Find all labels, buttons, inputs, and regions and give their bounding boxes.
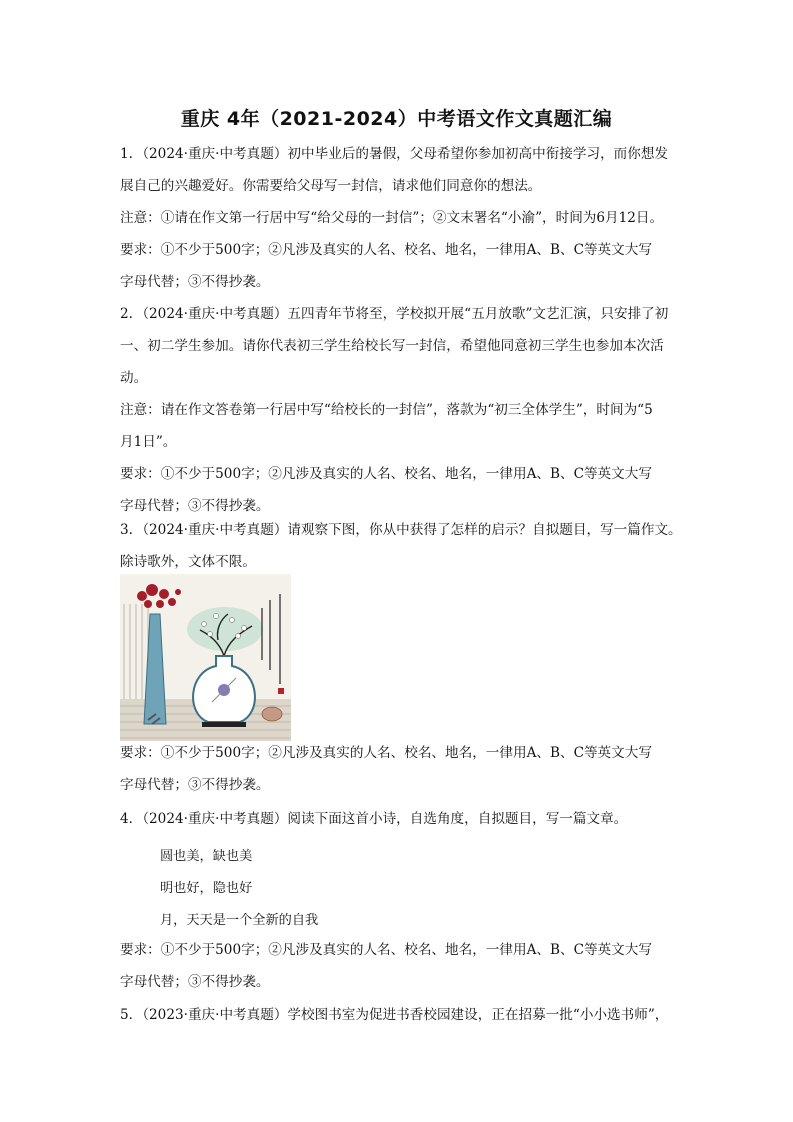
q3-requirement: 要求：①不少于500字；②凡涉及真实的人名、校名、地名，一律用A、B、C等英文大写	[120, 745, 652, 761]
q2-requirement-cont: 字母代替；③不得抄袭。	[120, 498, 270, 514]
q4-line-1: 4．（2024·重庆·中考真题）阅读下面这首小诗，自选角度，自拟题目，写一篇文章。	[120, 811, 628, 827]
q2-line-1: 2．（2024·重庆·中考真题）五四青年节将至，学校拟开展“五月放歌”文艺汇演，只安排了初	[120, 306, 669, 322]
q2-line-3: 动。	[120, 370, 148, 386]
q1-notice: 注意：①请在作文第一行居中写“给父母的一封信”；②文末署名“小渝”，时间为6月12日。	[120, 210, 664, 226]
q2-notice-cont: 月1日”。	[120, 434, 177, 450]
q3-line-1: 3．（2024·重庆·中考真题）请观察下图，你从中获得了怎样的启示？自拟题目，写一篇作文。	[120, 522, 682, 538]
q4-requirement-cont: 字母代替；③不得抄袭。	[120, 974, 270, 990]
q1-requirement: 要求：①不少于500字；②凡涉及真实的人名、校名、地名，一律用A、B、C等英文大写	[120, 242, 652, 258]
painting-image	[120, 574, 291, 741]
q5-line-1: 5．（2023·重庆·中考真题）学校图书室为促进书香校园建设，正在招募一批“小小选书师”，	[120, 1007, 669, 1023]
q1-line-1: 1．（2024·重庆·中考真题）初中毕业后的暑假，父母希望你参加初高中衔接学习，而你想发	[120, 146, 669, 162]
q3-requirement-cont: 字母代替；③不得抄袭。	[120, 777, 270, 793]
q2-notice: 注意：请在作文答卷第一行居中写“给校长的一封信”，落款为“初三全体学生”，时间为“5	[120, 402, 653, 418]
q4-requirement: 要求：①不少于500字；②凡涉及真实的人名、校名、地名，一律用A、B、C等英文大写	[120, 942, 652, 958]
q1-requirement-cont: 字母代替；③不得抄袭。	[120, 274, 270, 290]
poem-line-2: 明也好，隐也好	[160, 881, 253, 896]
poem-line-3: 月，天天是一个全新的自我	[160, 913, 319, 928]
q3-line-2: 除诗歌外，文体不限。	[120, 554, 256, 570]
page-title: 重庆 4年（2021-2024）中考语文作文真题汇编	[180, 108, 613, 130]
q2-line-2: 一、初二学生参加。请你代表初三学生给校长写一封信，希望他同意初三学生也参加本次活	[120, 338, 664, 354]
poem-line-1: 圆也美，缺也美	[160, 849, 253, 864]
q2-requirement: 要求：①不少于500字；②凡涉及真实的人名、校名、地名，一律用A、B、C等英文大写	[120, 466, 652, 482]
q1-line-2: 展自己的兴趣爱好。你需要给父母写一封信，请求他们同意你的想法。	[120, 178, 542, 194]
painting-illustration	[120, 574, 291, 741]
